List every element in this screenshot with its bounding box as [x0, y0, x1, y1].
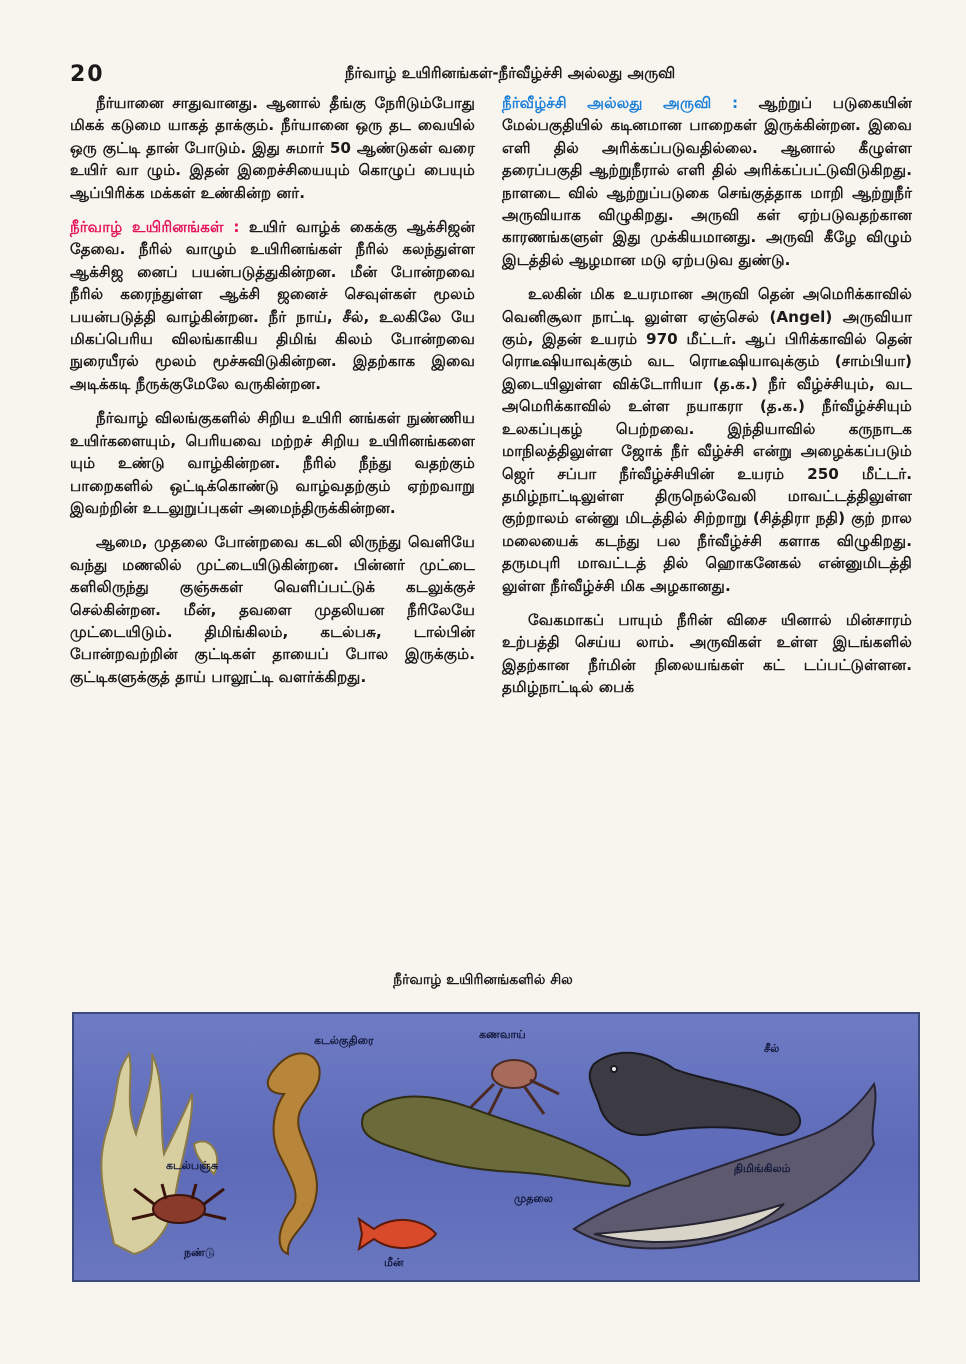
page-number: 20 — [70, 62, 105, 87]
coral-drawing — [101, 1054, 217, 1254]
running-title: நீர்வாழ் உயிரினங்கள்-நீர்வீழ்ச்சி அல்லது அருவி — [344, 64, 676, 82]
crocodile-drawing — [362, 1097, 630, 1187]
seal-drawing — [590, 1053, 800, 1135]
label-crocodile: முதலை — [514, 1192, 553, 1205]
paragraph: நீர்யானை சாதுவானது. ஆனால் தீங்கு நேரிடும்போது மிகக் கடுமை யாகத் தாக்கும். நீர்யானை ஒரு தட வையில் ஒரு குட்டி தான் போடும். இது சுமார் 50 ஆண்டுகள் வரை உயிர் வா ழும். இதன் இறைச்சியையும் கொழுப் பையும் ஆப்பிரிக்க மக்கள் உண்கின்ற னர். — [70, 94, 475, 202]
label-seahorse: கடல்குதிரை — [314, 1034, 374, 1047]
label-fish: மீன் — [384, 1256, 404, 1269]
seahorse-drawing — [268, 1053, 320, 1254]
paragraph: வேகமாகப் பாயும் நீரின் விசை யினால் மின்சாரம் உற்பத்தி செய்ய லாம். அருவிகள் உள்ள இடங்களில் இதற்கான நீர்மின் நிலையங்கள் கட் டப்பட்டுள்ளன. தமிழ்நாட்டில் பைக் — [502, 610, 912, 697]
label-coral: கடல்பஞ்சு — [166, 1159, 219, 1172]
right-column — [502, 92, 912, 711]
paragraph-text: ஆற்றுப் படுகையின் மேல்பகுதியில் கடினமான பாறைகள் இருக்கின்றன. இவை எளி தில் அரிக்கப்படுவதில்லை. ஆனால் கீழுள்ள தரைப்பகுதி ஆற்றுநீரால் எளி தில் அரிக்கப்பட்டுவிடுகிறது. நாளடை வில் ஆற்றுப்படுகை செங்குத்தாக மாறி ஆற்றுநீர் அருவியாக விழுகிறது. அருவி கள் ஏற்படுவதற்கான காரணங்களுள் இது முக்கியமானது. அருவி கீழே விழும் இடத்தில் ஆழமான மடு ஏற்படுவ துண்டு. — [502, 94, 912, 269]
section-heading-aquatic-life: நீர்வாழ் உயிரினங்கள் : — [70, 218, 240, 237]
figure-caption: நீர்வாழ் உயிரினங்களில் சில — [393, 972, 573, 988]
label-whale: திமிங்கிலம் — [734, 1162, 791, 1175]
paragraph: உலகின் மிக உயரமான அருவி தென் அமெரிக்காவில் வெனிசூலா நாட்டி லுள்ள ஏஞ்செல் (Angel) அருவியா கும், இதன் உயரம் 970 மீட்டர். ஆப் பிரிக்காவில் தென் ரொடீஷியாவுக்கும் வட ரொடீஷியாவுக்கும் (சாம்பியா) இடையிலுள்ள விக்டோரியா (த.க.) நீர் வீழ்ச்சியும், வட அமெரிக்காவில் உள்ள நயாகரா (த.க.) நீர்வீழ்ச்சியும் உலகப்புகழ் பெற்றவை. இந்தியாவில் கருநாடக மாநிலத்திலுள்ள ஜோக் நீர் வீழ்ச்சி என்று அழைக்கப்படும் ஜெர் சப்பா நீர்வீழ்ச்சியின் உயரம் 250 மீட்டர். தமிழ்நாட்டிலுள்ள திருநெல்வேலி மாவட்டத்திலுள்ள குற்றாலம் என்னு மிடத்தில் சிற்றாறு (சித்திரா நதி) குற் றால மலையைக் கடந்து பல நீர்வீழ்ச்சி களாக விழுகிறது. தருமபுரி மாவட்டத் தில் ஹொகனேகல் என்னுமிடத்தி லுள்ள நீர்வீழ்ச்சி மிக அழகானது. — [502, 285, 912, 595]
label-squid: கணவாய் — [479, 1028, 526, 1041]
illustration-drawing — [74, 1014, 918, 1280]
section-heading-waterfall: நீர்வீழ்ச்சி அல்லது அருவி : — [502, 94, 739, 112]
paragraph-text: உயிர் வாழ்க் கைக்கு ஆக்சிஜன் தேவை. நீரில் வாழும் உயிரினங்கள் நீரில் கலந்துள்ள ஆக்சிஜ னைப் பயன்படுத்துகின்றன. மீன் போன்றவை நீரில் கரைந்துள்ள ஆக்சி ஜனைச் செவுள்கள் மூலம் பயன்படுத்தி வாழ்கின்றன. நீர் நாய், சீல், உலகிலே யே மிகப்பெரிய விலங்காகிய திமிங் கிலம் போன்றவை நுரையீரல் மூலம் மூச்சுவிடுகின்றன. இதற்காக இவை அடிக்கடி நீருக்குமேலே வருகின்றன. — [70, 218, 475, 393]
label-crab: நண்டு — [184, 1246, 215, 1259]
paragraph: நீர்வாழ் விலங்குகளில் சிறிய உயிரி னங்கள் நுண்ணிய உயிர்களையும், பெரியவை மற்றச் சிறிய உயிரினங்களை யும் உண்டு வாழ்கின்றன. நீரில் நீந்து வதற்கும் பாறைகளில் ஒட்டிக்கொண்டு வாழ்வதற்கும் ஏற்றவாறு இவற்றின் உடலுறுப்புகள் அமைந்திருக்கின்றன. — [70, 409, 475, 517]
fish-drawing — [359, 1219, 436, 1249]
paragraph: ஆமை, முதலை போன்றவை கடலி லிருந்து வெளியே வந்து மணலில் முட்டையிடுகின்றன. பின்னர் முட்டை களிலிருந்து குஞ்சுகள் வெளிப்பட்டுக் கடலுக்குச் செல்கின்றன. மீன், தவளை முதலியன நீரிலேயே முட்டையிடும். திமிங்கிலம், கடல்பசு, டால்பின் போன்றவற்றின் குட்டிகள் தாயைப் போல இருக்கும். குட்டிகளுக்குத் தாய் பாலூட்டி வளர்க்கிறது. — [70, 533, 475, 686]
section-paragraph — [502, 92, 912, 271]
left-column — [70, 92, 475, 700]
section-paragraph — [70, 216, 475, 395]
label-seal: சீல் — [764, 1042, 780, 1055]
aquatic-life-illustration — [72, 1012, 920, 1282]
